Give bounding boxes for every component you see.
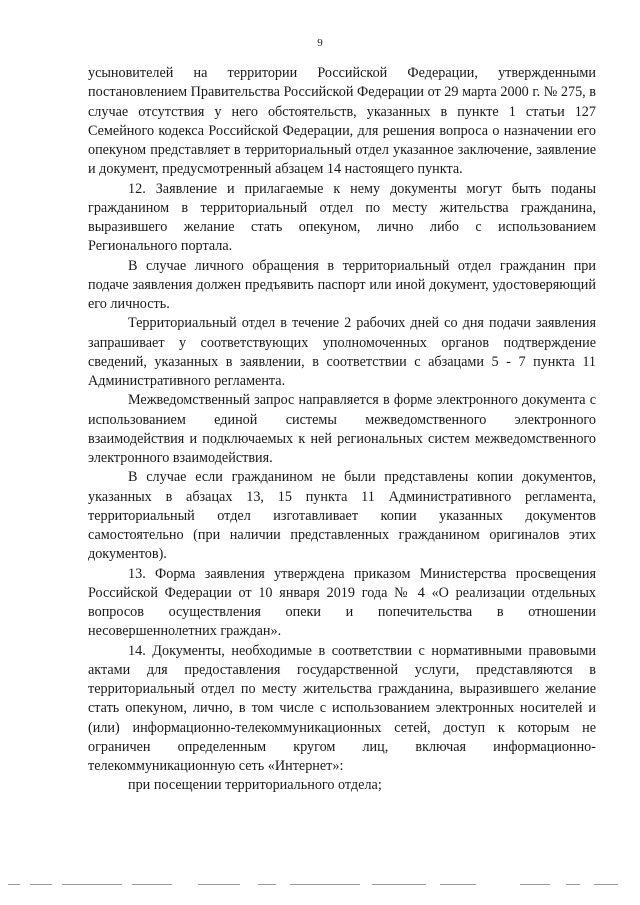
paragraph-continuation: усыновителей на территории Российской Федерации, утвержденными постановлением Правительства Российской Федерации от 29 марта 2000 г. № 275, в случае отсутствия у него обстоятельств, указанных в пункте 1 статьи 127 Семейного кодекса Российской Федерации, для решения вопроса о назначении его опекуном представляет в территориальный отдел указанное заключение, заявление и документ, предусмотренный абзацем 14 настоящего пункта. [88,65,596,178]
paragraph-personal-visit: В случае личного обращения в территориальный отдел гражданин при подаче заявления должен предъявить паспорт или иной документ, удостоверяющий его личность. [88,257,596,312]
paragraph-interagency-request: Межведомственный запрос направляется в форме электронного документа с использованием единой системы межведомственного электронного взаимодействия и подключаемых к ней региональных систем межведомственного электронного взаимодействия. [88,392,596,466]
document-body [88,64,596,796]
page-number: 9 [317,37,323,49]
paragraph-item-13: 13. Форма заявления утверждена приказом Министерства просвещения Российской Федерации от 10 января 2019 года № 4 «О реализации отдельных вопросов осуществления опеки и попечительства в отношении несовершеннолетних граждан». [88,565,596,640]
paragraph-request-deadline: Территориальный отдел в течение 2 рабочих дней со дня подачи заявления запрашивает у соответствующих уполномоченных органов подтверждение сведений, указанных в заявлении, в соответствии с абзацами 5 - 7 пункта 11 Административного регламента. [88,315,596,389]
paragraph-item-12: 12. Заявление и прилагаемые к нему документы могут быть поданы гражданином в территориальный отдел по месту жительства гражданина, выразившего желание стать опекуном, лично либо с использованием Регионального портала. [88,180,596,255]
paragraph-visit-option: при посещении территориального отдела; [128,777,382,794]
scan-artifact-lines [0,882,640,888]
paragraph-item-14: 14. Документы, необходимые в соответствии с нормативными правовыми актами для предоставления государственной услуги, представляются в территориальный отдел по месту жительства гражданина, выразившего желание стать опекуном, лично, в том числе с использованием электронных носителей и (или) информационно-телекоммуникационных сетей, доступ к которым не ограничен определенным кругом лиц, включая информационно-телекоммуникационную сеть «Интернет»: [88,642,596,774]
paragraph-document-copies: В случае если гражданином не были представлены копии документов, указанных в абзацах 13, 15 пункта 11 Административного регламента, территориальный отдел изготавливает копии указанных документов самостоятельно (при наличии представленных гражданином оригиналов этих документов). [88,469,596,563]
